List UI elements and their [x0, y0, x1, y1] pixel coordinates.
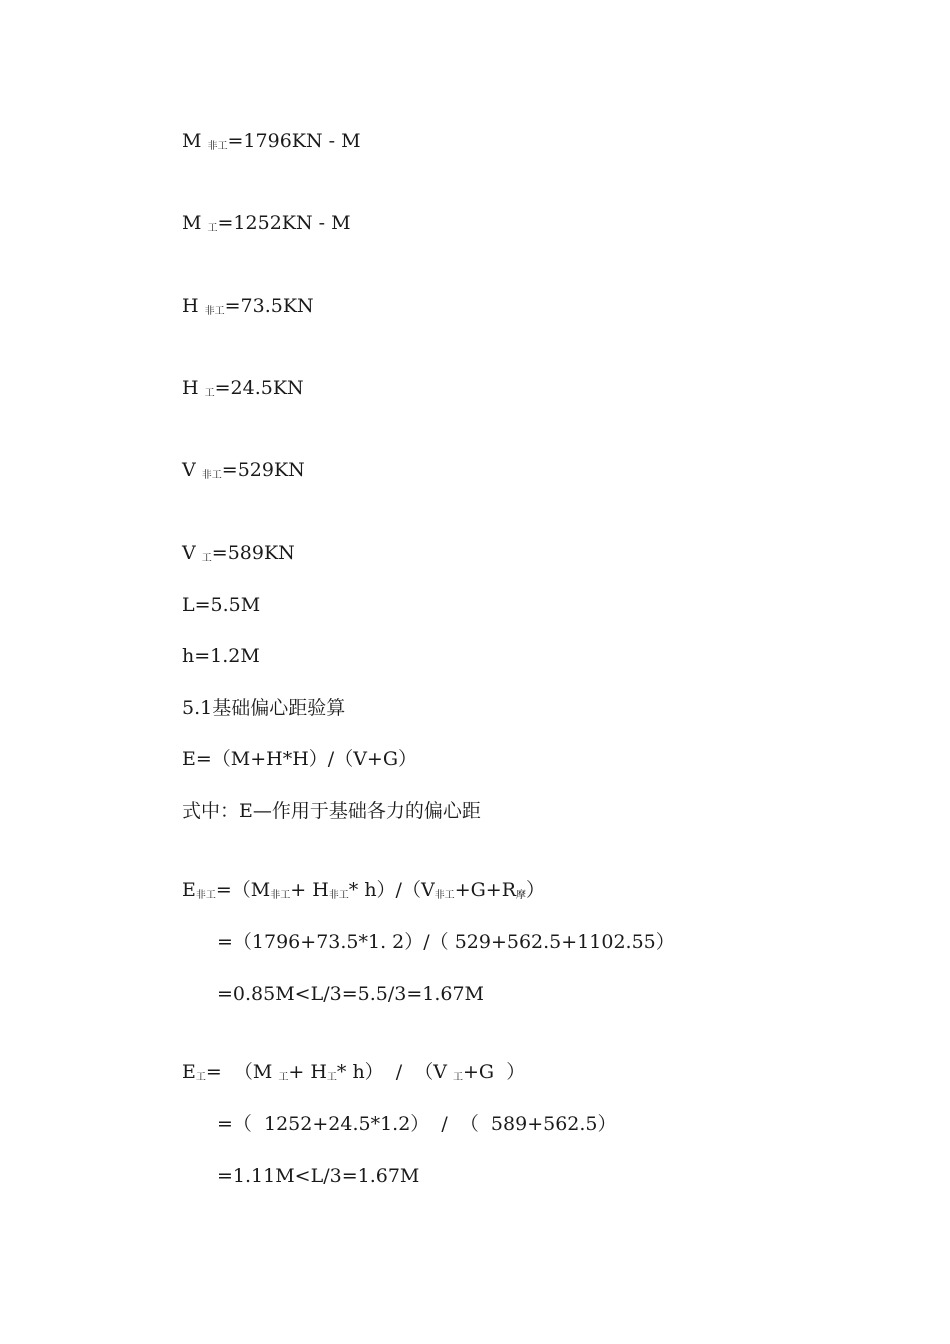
subscript: 非工 [204, 306, 225, 317]
param-m-work [182, 212, 351, 240]
value: =24.5KN [214, 377, 304, 399]
eccentricity-formula: E=（M+H*H）/（V+G） [182, 748, 418, 770]
value: =529KN [221, 459, 305, 481]
calc-work-step2: =（ 1252+24.5*1.2） / （ 589+562.5） [217, 1113, 617, 1135]
text: + H [288, 1061, 327, 1083]
subscript: 非工 [195, 890, 216, 901]
symbol: V [182, 542, 196, 564]
subscript: 非工 [201, 470, 222, 481]
subscript: 非工 [270, 890, 291, 901]
symbol: M [182, 130, 202, 152]
text: E [182, 879, 196, 901]
text: =（M [215, 879, 271, 901]
param-l: L=5.5M [182, 594, 261, 616]
text: +G ） [463, 1061, 526, 1083]
text: = （M [205, 1061, 279, 1083]
param-h-non-work [182, 295, 314, 323]
subscript: 工 [278, 1072, 289, 1083]
value: =73.5KN [224, 295, 314, 317]
param-v-non-work [182, 459, 305, 487]
param-h-work [182, 377, 304, 405]
subscript: 工 [326, 1072, 337, 1083]
calc-work-step3: =1.11M<L/3=1.67M [217, 1165, 420, 1187]
text: E [182, 1061, 196, 1083]
value: =1252KN - M [217, 212, 351, 234]
symbol: H [182, 295, 199, 317]
text: + H [290, 879, 329, 901]
value: =1796KN - M [227, 130, 361, 152]
value: =589KN [211, 542, 295, 564]
subscript: 非工 [328, 890, 349, 901]
calc-non-work-step2: =（1796+73.5*1. 2）/（ 529+562.5+1102.55） [217, 931, 675, 953]
calc-non-work-step1 [182, 879, 545, 907]
symbol: V [182, 459, 196, 481]
subscript: 工 [453, 1072, 464, 1083]
subscript: 非工 [207, 141, 228, 152]
subscript: 非工 [434, 890, 455, 901]
text: * h） / （V [336, 1061, 454, 1083]
symbol: M [182, 212, 202, 234]
text: +G+R [454, 879, 517, 901]
subscript: 工 [204, 388, 215, 399]
subscript: 工 [207, 223, 218, 234]
calc-non-work-step3: =0.85M<L/3=5.5/3=1.67M [217, 983, 485, 1005]
param-v-work [182, 542, 295, 570]
section-heading: 5.1基础偏心距验算 [182, 697, 346, 719]
param-h: h=1.2M [182, 645, 260, 667]
subscript: 摩 [516, 890, 527, 901]
subscript: 工 [195, 1072, 206, 1083]
param-m-non-work [182, 130, 361, 158]
formula-explanation: 式中：E—作用于基础各力的偏心距 [182, 800, 481, 822]
symbol: H [182, 377, 199, 399]
subscript: 工 [201, 553, 212, 564]
calc-work-step1 [182, 1061, 525, 1089]
text: ） [526, 879, 546, 901]
text: * h）/（V [348, 879, 435, 901]
